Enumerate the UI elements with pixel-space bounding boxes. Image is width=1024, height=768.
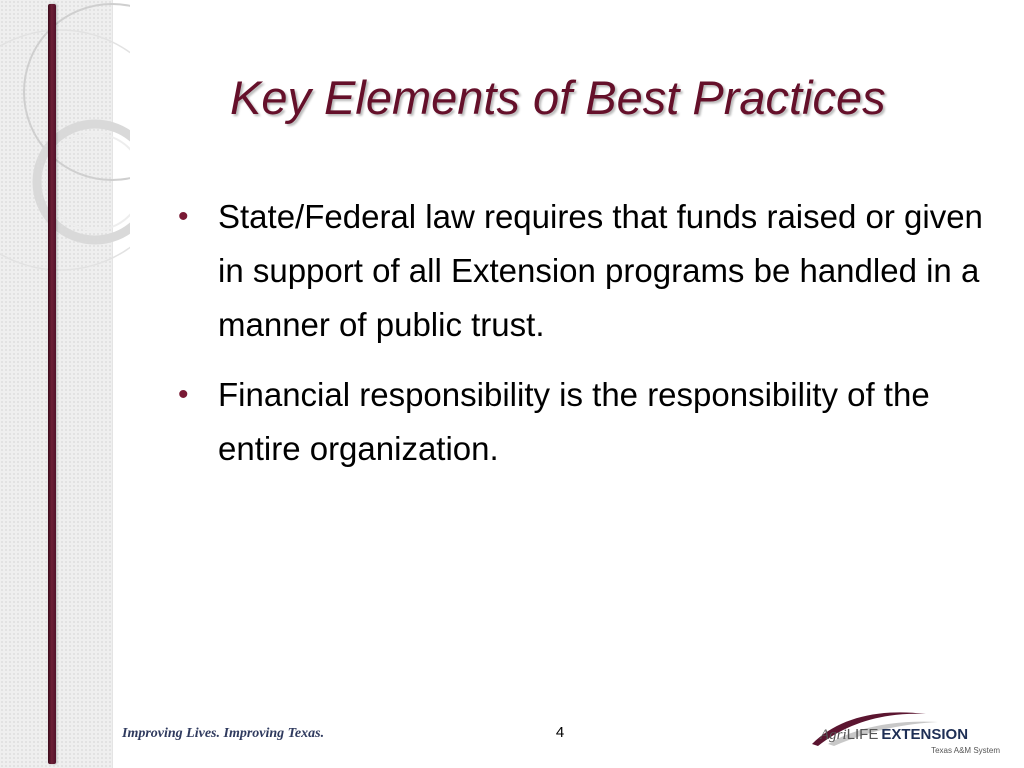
bullet-item — [178, 190, 998, 352]
footer-tagline: Improving Lives. Improving Texas. — [122, 726, 325, 741]
logo-extension-text: EXTENSION — [881, 726, 969, 743]
maroon-accent-bar — [48, 4, 56, 764]
page-number: 4 — [555, 724, 565, 741]
bullet-text: Financial responsibility is the responsibility of the entire organization. — [218, 376, 930, 467]
logo-life-text: LIFE — [846, 726, 879, 743]
decorative-rings-graphic — [0, 0, 130, 330]
bullet-item — [178, 368, 998, 476]
logo-wordmark — [820, 726, 968, 744]
logo-system-text: Texas A&M System — [931, 746, 1000, 755]
bullet-marker: • — [178, 200, 189, 233]
bullet-text: State/Federal law requires that funds raised or given in support of all Extension programs be handled in a manner of public trust. — [218, 198, 983, 343]
bullet-marker: • — [178, 378, 189, 411]
bullet-list — [178, 190, 998, 492]
logo-agri-text: Agri — [820, 727, 847, 743]
slide-title: Key Elements of Best Practices — [230, 71, 886, 124]
agrilife-extension-logo — [808, 704, 1008, 760]
